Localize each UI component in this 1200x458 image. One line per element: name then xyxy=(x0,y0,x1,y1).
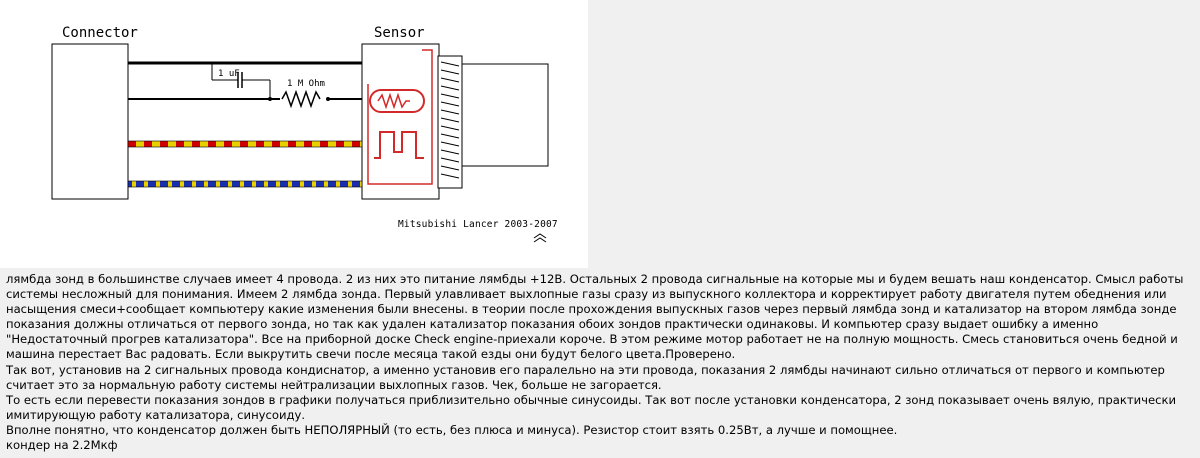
connector-label: Connector xyxy=(62,25,138,41)
diagram-credit: Mitsubishi Lancer 2003-2007 xyxy=(398,219,558,230)
sensor-label: Sensor xyxy=(374,25,425,41)
sensor-tip xyxy=(462,64,548,166)
article-paragraph: Вполне понятно, что конденсатор должен быть НЕПОЛЯРНЫЙ (то есть, без плюса и минуса). Резистор стоит взять 0.25Вт, а лучше и помощнее. xyxy=(6,422,898,437)
wiring-diagram xyxy=(0,0,588,268)
wire-red-yellow xyxy=(128,141,362,147)
article-paragraph: Так вот, установив на 2 сигнальных провода кондиснатор, а именно установив его паралельно на эти провода, показания 2 лямбды начинают сильно отличаться от первого и компьютер считает это за нормальную работу системы нейтрализации выхлопных газов. Чек, больше не загорается. xyxy=(6,362,1165,392)
wiring-diagram-svg xyxy=(0,0,588,268)
logo-mark xyxy=(534,234,546,242)
capacitor-label: 1 uF xyxy=(218,69,240,79)
article-paragraph: То есть если перевести показания зондов в графики получаться приблизительно обычные синусоиды. Так вот после установки конденсатора, 2 зонд показывает очень вялую, практически имитирующую работу катализатора, синусоиду. xyxy=(6,392,1177,422)
resistor xyxy=(280,92,330,106)
article-text xyxy=(6,272,1192,453)
sensor-thread xyxy=(438,56,462,188)
resistor-label: 1 M Ohm xyxy=(287,79,325,89)
article-paragraph: лямбда зонд в большинстве случаев имеет 4 провода. 2 из них это питание лямбды +12В. Остальных 2 провода сигнальные на которые мы и будем вешать наш конденсатор. Смысл работы системы несложный для понимания. Имеем 2 лямбда зонда. Первый улавливает выхлопные газы сразу из выпускного коллектора и корректирует работу двигателя путем обеднения или насыщения смеси+сообщает компьютеру какие изменения были внесены. в теории после прохождения выпускных газов через первый лямбда зонд и катализатор на втором лямбда зонде показания должны отличаться от первого зонда, но так как удален катализатор показания обоих зондов практически одинаковы. И компьютер сразу выдает ошибку а именно "Недостаточный прогрев катализатора". Все на приборной доске Check engine-приехали короче. В этом режиме мотор работает не на полную мощность. Смесь становиться очень бедной и машина перестает Вас радовать. Если выкрутить свечи после месяца такой езды они будут белого цвета.Проверено. xyxy=(6,272,1184,362)
connector-box xyxy=(52,44,128,199)
article-paragraph: кондер на 2.2Мкф xyxy=(6,438,118,453)
wire-blue-yellow xyxy=(128,181,362,187)
sensor-body xyxy=(362,44,439,199)
